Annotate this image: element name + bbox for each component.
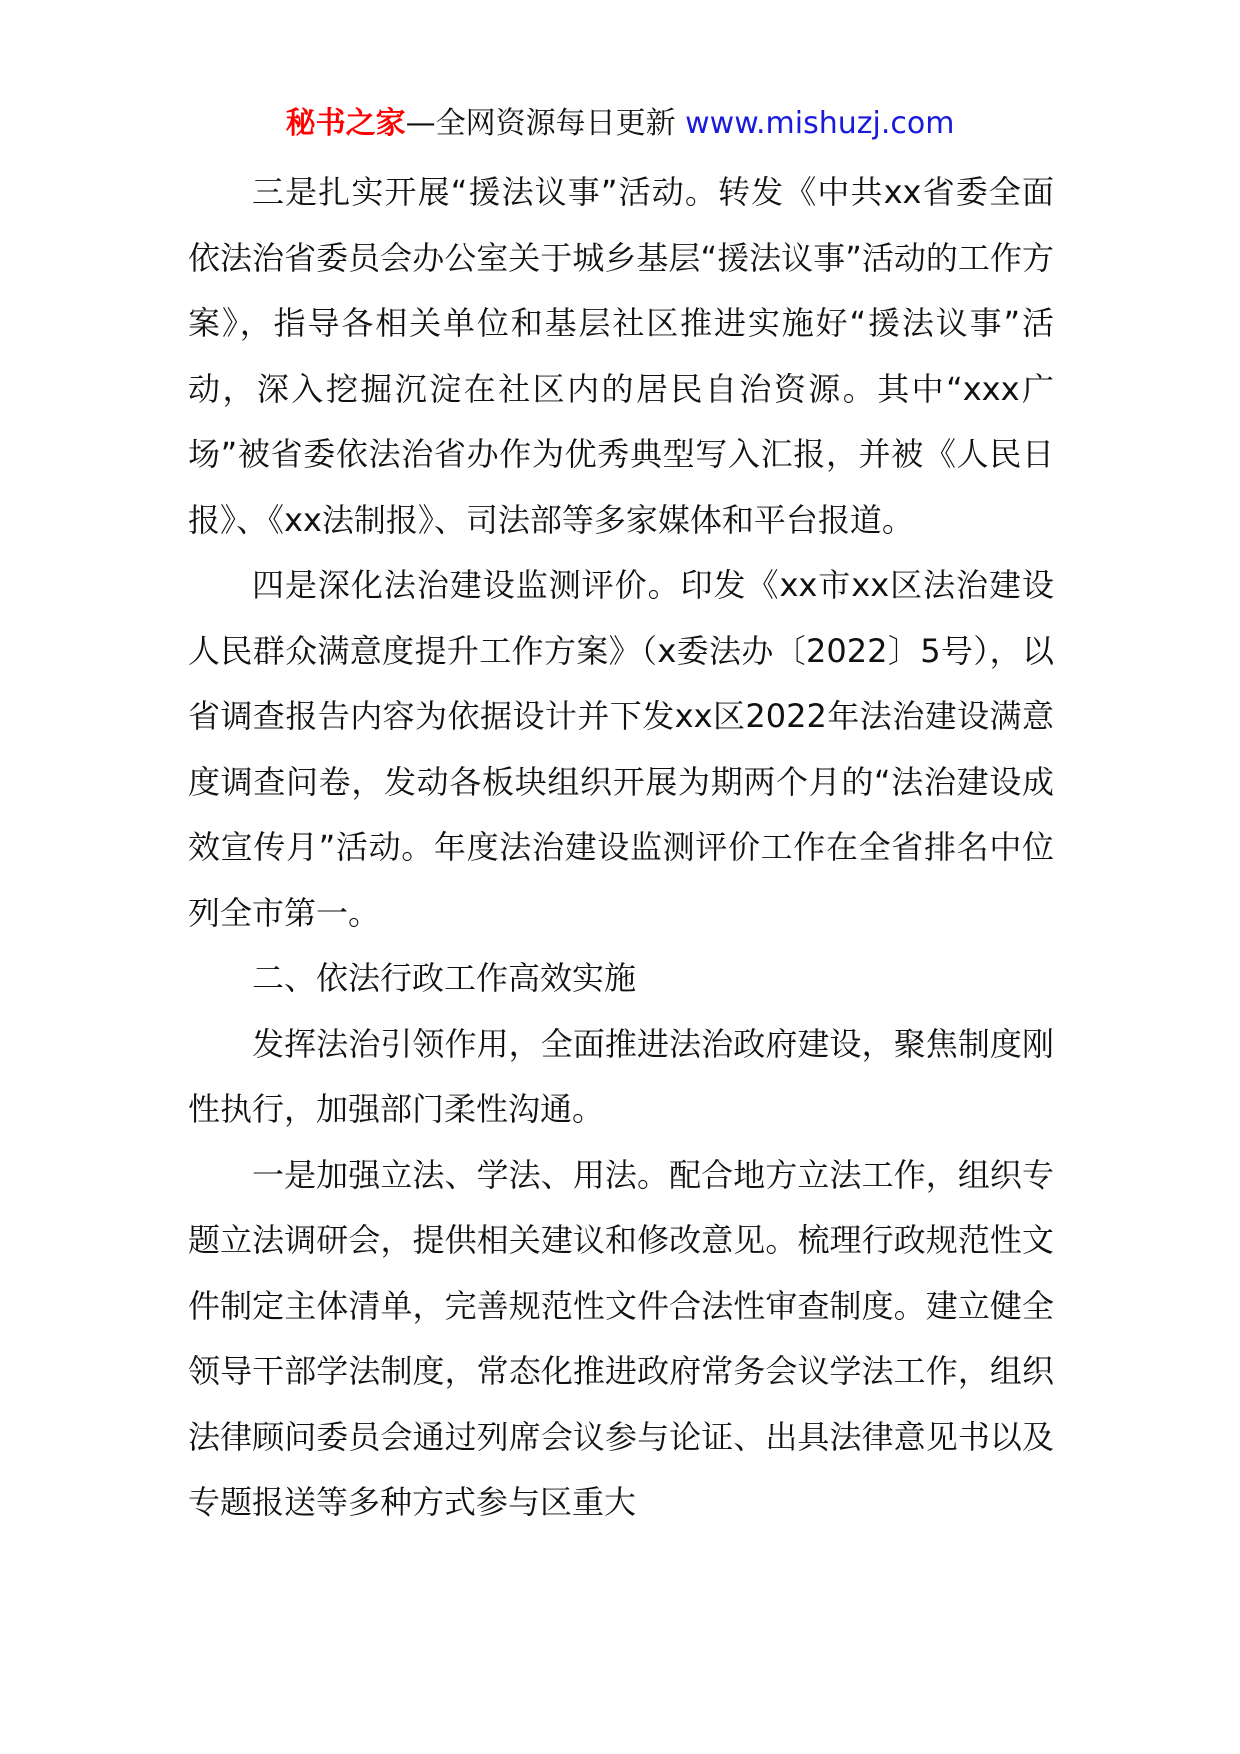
page-header [0, 104, 1240, 144]
header-brand: 秘书之家 [285, 106, 406, 141]
paragraph: 四是深化法治建设监测评价。印发《xx市xx区法治建设人民群众满意度提升工作方案》（x委法办〔2022〕5号），以省调查报告内容为依据设计并下发xx区2022年法治建设满意度调查问卷，发动各板块组织开展为期两个月的“法治建设成效宣传月”活动。年度法治建设监测评价工作在全省排名中位列全市第一。 [188, 566, 1054, 932]
paragraph: 发挥法治引领作用，全面推进法治政府建设，聚焦制度刚性执行，加强部门柔性沟通。 [188, 1024, 1054, 1128]
paragraph: 三是扎实开展“援法议事”活动。转发《中共xx省委全面依法治省委员会办公室关于城乡基层“援法议事”活动的工作方案》，指导各相关单位和基层社区推进实施好“援法议事”活动，深入挖掘沉淀在社区内的居民自治资源。其中“xxx广场”被省委依法治省办作为优秀典型写入汇报，并被《人民日报》、《xx法制报》、司法部等多家媒体和平台报道。 [188, 173, 1054, 539]
header-url-link[interactable]: www.mishuzj.com [685, 106, 955, 141]
paragraph: 一是加强立法、学法、用法。配合地方立法工作，组织专题立法调研会，提供相关建议和修改意见。梳理行政规范性文件制定主体清单，完善规范性文件合法性审查制度。建立健全领导干部学法制度，常态化推进政府常务会议学法工作，组织法律顾问委员会通过列席会议参与论证、出具法律意见书以及专题报送等多种方式参与区重大 [188, 1155, 1054, 1521]
document-body [188, 160, 1054, 1536]
section-heading: 二、依法行政工作高效实施 [252, 959, 637, 997]
header-tagline: —全网资源每日更新 [405, 106, 676, 141]
